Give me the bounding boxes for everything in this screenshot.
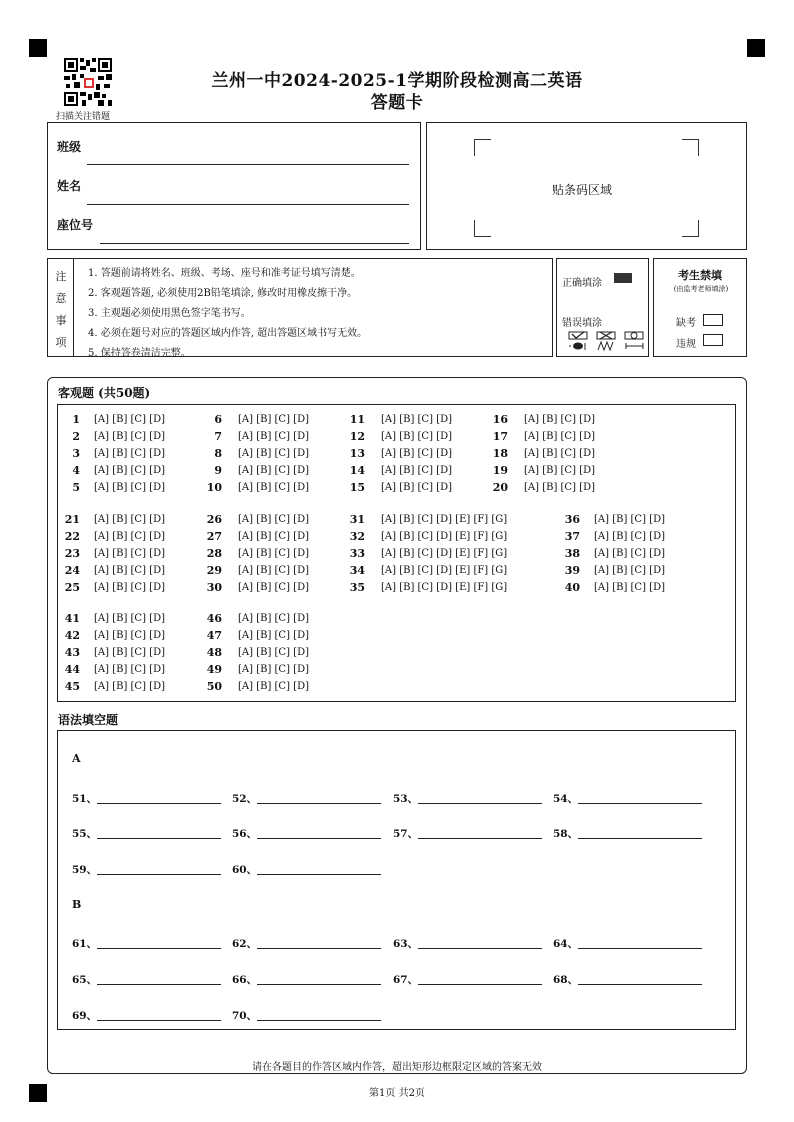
question-number: 1 bbox=[72, 413, 80, 426]
barcode-corner-bl bbox=[474, 220, 491, 237]
question-number: 42 bbox=[64, 629, 80, 642]
blank-answer-line[interactable] bbox=[418, 984, 542, 985]
question-number: 23 bbox=[64, 547, 80, 560]
notes-side-char: 注 bbox=[55, 270, 67, 283]
question-number: 48 bbox=[206, 646, 222, 659]
question-number: 49 bbox=[206, 663, 222, 676]
note-item-3: 3. 主观题必须使用黑色签字笔书写。 bbox=[88, 308, 251, 319]
question-number: 11 bbox=[349, 413, 365, 426]
question-number: 10 bbox=[206, 481, 222, 494]
correct-fill-sample bbox=[614, 273, 632, 283]
notes-side-divider bbox=[73, 258, 74, 357]
page-number: 第1页 共2页 bbox=[369, 1088, 425, 1099]
exam-staff-label: 考生禁填 bbox=[678, 269, 722, 282]
question-number: 17 bbox=[492, 430, 508, 443]
blank-number: 69、 bbox=[72, 1010, 98, 1022]
blank-answer-line[interactable] bbox=[97, 803, 221, 804]
question-number: 13 bbox=[349, 447, 365, 460]
answer-options[interactable]: [A] [B] [C] [D] bbox=[94, 647, 165, 658]
blank-number: 58、 bbox=[553, 828, 579, 840]
grammar-section-b: B bbox=[72, 898, 82, 911]
question-number: 8 bbox=[214, 447, 222, 460]
note-item-1: 1. 答题前请将姓名、班级、考场、座号和准考证号填写清楚。 bbox=[88, 268, 361, 279]
answer-options[interactable]: [A] [B] [C] [D] bbox=[524, 448, 595, 459]
question-number: 33 bbox=[349, 547, 365, 560]
answer-options[interactable]: [A] [B] [C] [D] bbox=[594, 514, 665, 525]
answer-options[interactable]: [A] [B] [C] [D] bbox=[94, 565, 165, 576]
blank-answer-line[interactable] bbox=[97, 948, 221, 949]
question-number: 22 bbox=[64, 530, 80, 543]
answer-options[interactable]: [A] [B] [C] [D] bbox=[94, 448, 165, 459]
question-number: 31 bbox=[349, 513, 365, 526]
blank-answer-line[interactable] bbox=[257, 984, 381, 985]
answer-options[interactable]: [A] [B] [C] [D] bbox=[238, 565, 309, 576]
question-number: 44 bbox=[64, 663, 80, 676]
answer-options[interactable]: [A] [B] [C] [D] bbox=[381, 431, 452, 442]
answer-options[interactable]: [A] [B] [C] [D] bbox=[238, 681, 309, 692]
name-field[interactable] bbox=[87, 204, 409, 205]
blank-number: 51、 bbox=[72, 793, 98, 805]
question-number: 46 bbox=[206, 612, 222, 625]
answer-options[interactable]: [A] [B] [C] [D] bbox=[94, 465, 165, 476]
blank-answer-line[interactable] bbox=[257, 1020, 381, 1021]
blank-answer-line[interactable] bbox=[578, 948, 702, 949]
barcode-corner-tl bbox=[474, 139, 491, 156]
grammar-title: 语法填空题 bbox=[58, 713, 119, 727]
answer-options[interactable]: [A] [B] [C] [D] bbox=[238, 431, 309, 442]
answer-options[interactable]: [A] [B] [C] [D] bbox=[594, 548, 665, 559]
qr-caption: 扫描关注错题 bbox=[56, 112, 111, 122]
answer-options[interactable]: [A] [B] [C] [D] bbox=[524, 414, 595, 425]
blank-number: 64、 bbox=[553, 938, 579, 950]
question-number: 5 bbox=[72, 481, 80, 494]
answer-options[interactable]: [A] [B] [C] [D] bbox=[381, 448, 452, 459]
seat-field[interactable] bbox=[100, 243, 409, 244]
absent-checkbox[interactable] bbox=[703, 314, 723, 326]
answer-options[interactable]: [A] [B] [C] [D] bbox=[238, 613, 309, 624]
answer-options[interactable]: [A] [B] [C] [D] bbox=[238, 465, 309, 476]
blank-answer-line[interactable] bbox=[418, 838, 542, 839]
question-number: 27 bbox=[206, 530, 222, 543]
grammar-section-a: A bbox=[72, 752, 81, 765]
footer-warning: 请在各题目的作答区域内作答，超出矩形边框限定区域的答案无效 bbox=[252, 1062, 542, 1073]
blank-answer-line[interactable] bbox=[97, 838, 221, 839]
blank-number: 67、 bbox=[393, 974, 419, 986]
wrong-fill-samples-icon bbox=[568, 330, 646, 352]
question-number: 25 bbox=[64, 581, 80, 594]
answer-options[interactable]: [A] [B] [C] [D] bbox=[238, 448, 309, 459]
answer-options[interactable]: [A] [B] [C] [D] bbox=[594, 582, 665, 593]
blank-number: 63、 bbox=[393, 938, 419, 950]
exam-staff-sub: (由监考老师填涂) bbox=[673, 285, 729, 293]
blank-answer-line[interactable] bbox=[578, 838, 702, 839]
blank-answer-line[interactable] bbox=[97, 1020, 221, 1021]
question-number: 3 bbox=[72, 447, 80, 460]
blank-number: 59、 bbox=[72, 864, 98, 876]
blank-answer-line[interactable] bbox=[97, 874, 221, 875]
blank-answer-line[interactable] bbox=[578, 803, 702, 804]
blank-answer-line[interactable] bbox=[97, 984, 221, 985]
blank-answer-line[interactable] bbox=[257, 948, 381, 949]
blank-number: 62、 bbox=[232, 938, 258, 950]
notes-side-label bbox=[53, 266, 69, 354]
question-number: 6 bbox=[214, 413, 222, 426]
question-number: 2 bbox=[72, 430, 80, 443]
blank-answer-line[interactable] bbox=[257, 803, 381, 804]
answer-options[interactable]: [A] [B] [C] [D] bbox=[381, 482, 452, 493]
question-number: 18 bbox=[492, 447, 508, 460]
blank-number: 68、 bbox=[553, 974, 579, 986]
student-info-box bbox=[47, 122, 421, 250]
registration-mark-top-left bbox=[29, 39, 47, 57]
blank-answer-line[interactable] bbox=[418, 948, 542, 949]
answer-options[interactable]: [A] [B] [C] [D] bbox=[238, 414, 309, 425]
page-subtitle: 答题卡 bbox=[370, 93, 424, 113]
answer-options[interactable]: [A] [B] [C] [D] bbox=[94, 613, 165, 624]
question-number: 20 bbox=[492, 481, 508, 494]
correct-fill-label: 正确填涂 bbox=[562, 278, 602, 289]
registration-mark-top-right bbox=[747, 39, 765, 57]
note-item-4: 4. 必须在题号对应的答题区域内作答, 超出答题区域书写无效。 bbox=[88, 328, 368, 339]
question-number: 30 bbox=[206, 581, 222, 594]
barcode-corner-br bbox=[682, 220, 699, 237]
question-number: 37 bbox=[564, 530, 580, 543]
blank-number: 60、 bbox=[232, 864, 258, 876]
question-number: 35 bbox=[349, 581, 365, 594]
answer-options[interactable]: [A] [B] [C] [D] bbox=[594, 565, 665, 576]
notes-side-char: 项 bbox=[55, 336, 67, 349]
name-label: 姓名 bbox=[57, 179, 82, 193]
absent-label: 缺考 bbox=[676, 318, 696, 329]
answer-options[interactable]: [A] [B] [C] [D] bbox=[94, 482, 165, 493]
answer-options[interactable]: [A] [B] [C] [D] bbox=[238, 647, 309, 658]
answer-options[interactable]: [A] [B] [C] [D] [E] [F] [G] bbox=[381, 531, 508, 542]
answer-options[interactable]: [A] [B] [C] [D] bbox=[238, 531, 309, 542]
question-number: 47 bbox=[206, 629, 222, 642]
blank-answer-line[interactable] bbox=[257, 874, 381, 875]
answer-options[interactable]: [A] [B] [C] [D] bbox=[94, 531, 165, 542]
question-number: 21 bbox=[64, 513, 80, 526]
answer-options[interactable]: [A] [B] [C] [D] bbox=[94, 414, 165, 425]
question-number: 36 bbox=[564, 513, 580, 526]
answer-options[interactable]: [A] [B] [C] [D] bbox=[524, 465, 595, 476]
class-label: 班级 bbox=[57, 140, 82, 154]
blank-number: 70、 bbox=[232, 1010, 258, 1022]
notes-side-char: 事 bbox=[55, 314, 67, 327]
question-number: 50 bbox=[206, 680, 222, 693]
blank-number: 53、 bbox=[393, 793, 419, 805]
answer-options[interactable]: [A] [B] [C] [D] bbox=[238, 548, 309, 559]
answer-options[interactable]: [A] [B] [C] [D] bbox=[94, 514, 165, 525]
answer-options[interactable]: [A] [B] [C] [D] [E] [F] [G] bbox=[381, 582, 508, 593]
question-number: 7 bbox=[214, 430, 222, 443]
answer-options[interactable]: [A] [B] [C] [D] bbox=[238, 664, 309, 675]
class-field[interactable] bbox=[87, 164, 409, 165]
blank-number: 66、 bbox=[232, 974, 258, 986]
question-number: 28 bbox=[206, 547, 222, 560]
notes-side-char: 意 bbox=[55, 292, 67, 305]
blank-answer-line[interactable] bbox=[578, 984, 702, 985]
question-number: 40 bbox=[564, 581, 580, 594]
answer-options[interactable]: [A] [B] [C] [D] bbox=[94, 630, 165, 641]
barcode-label: 贴条码区域 bbox=[552, 183, 613, 197]
wrong-fill-label: 错误填涂 bbox=[562, 318, 602, 329]
answer-options[interactable]: [A] [B] [C] [D] bbox=[94, 431, 165, 442]
question-number: 4 bbox=[72, 464, 80, 477]
answer-options[interactable]: [A] [B] [C] [D] [E] [F] [G] bbox=[381, 514, 508, 525]
objective-title: 客观题 (共50题) bbox=[58, 386, 151, 400]
question-number: 9 bbox=[214, 464, 222, 477]
answer-options[interactable]: [A] [B] [C] [D] bbox=[94, 582, 165, 593]
question-number: 26 bbox=[206, 513, 222, 526]
answer-options[interactable]: [A] [B] [C] [D] bbox=[238, 482, 309, 493]
answer-options[interactable]: [A] [B] [C] [D] bbox=[94, 681, 165, 692]
answer-options[interactable]: [A] [B] [C] [D] bbox=[238, 630, 309, 641]
note-item-5: 5. 保持答卷清洁完整。 bbox=[88, 348, 191, 359]
answer-options[interactable]: [A] [B] [C] [D] [E] [F] [G] bbox=[381, 548, 508, 559]
question-number: 45 bbox=[64, 680, 80, 693]
question-number: 29 bbox=[206, 564, 222, 577]
blank-number: 61、 bbox=[72, 938, 98, 950]
answer-options[interactable]: [A] [B] [C] [D] bbox=[381, 414, 452, 425]
blank-number: 54、 bbox=[553, 793, 579, 805]
question-number: 41 bbox=[64, 612, 80, 625]
question-number: 38 bbox=[564, 547, 580, 560]
blank-number: 55、 bbox=[72, 828, 98, 840]
answer-options[interactable]: [A] [B] [C] [D] bbox=[524, 431, 595, 442]
barcode-corner-tr bbox=[682, 139, 699, 156]
question-number: 19 bbox=[492, 464, 508, 477]
blank-number: 52、 bbox=[232, 793, 258, 805]
question-number: 43 bbox=[64, 646, 80, 659]
answer-options[interactable]: [A] [B] [C] [D] bbox=[94, 548, 165, 559]
answer-options[interactable]: [A] [B] [C] [D] bbox=[524, 482, 595, 493]
answer-options[interactable]: [A] [B] [C] [D] bbox=[94, 664, 165, 675]
blank-number: 56、 bbox=[232, 828, 258, 840]
question-number: 15 bbox=[349, 481, 365, 494]
blank-answer-line[interactable] bbox=[418, 803, 542, 804]
question-number: 14 bbox=[349, 464, 365, 477]
page-title: 兰州一中2024-2025-1学期阶段检测高二英语 bbox=[211, 71, 583, 91]
answer-options[interactable]: [A] [B] [C] [D] bbox=[238, 582, 309, 593]
question-number: 24 bbox=[64, 564, 80, 577]
question-number: 16 bbox=[492, 413, 508, 426]
blank-answer-line[interactable] bbox=[257, 838, 381, 839]
question-number: 12 bbox=[349, 430, 365, 443]
answer-options[interactable]: [A] [B] [C] [D] bbox=[594, 531, 665, 542]
question-number: 32 bbox=[349, 530, 365, 543]
blank-number: 65、 bbox=[72, 974, 98, 986]
violation-checkbox[interactable] bbox=[703, 334, 723, 346]
answer-options[interactable]: [A] [B] [C] [D] bbox=[381, 465, 452, 476]
answer-options[interactable]: [A] [B] [C] [D] bbox=[238, 514, 309, 525]
question-number: 39 bbox=[564, 564, 580, 577]
violation-label: 违规 bbox=[676, 339, 696, 350]
question-number: 34 bbox=[349, 564, 365, 577]
seat-label: 座位号 bbox=[57, 218, 94, 232]
blank-number: 57、 bbox=[393, 828, 419, 840]
note-item-2: 2. 客观题答题, 必须使用2B铅笔填涂, 修改时用橡皮擦干净。 bbox=[88, 288, 358, 299]
answer-options[interactable]: [A] [B] [C] [D] [E] [F] [G] bbox=[381, 565, 508, 576]
